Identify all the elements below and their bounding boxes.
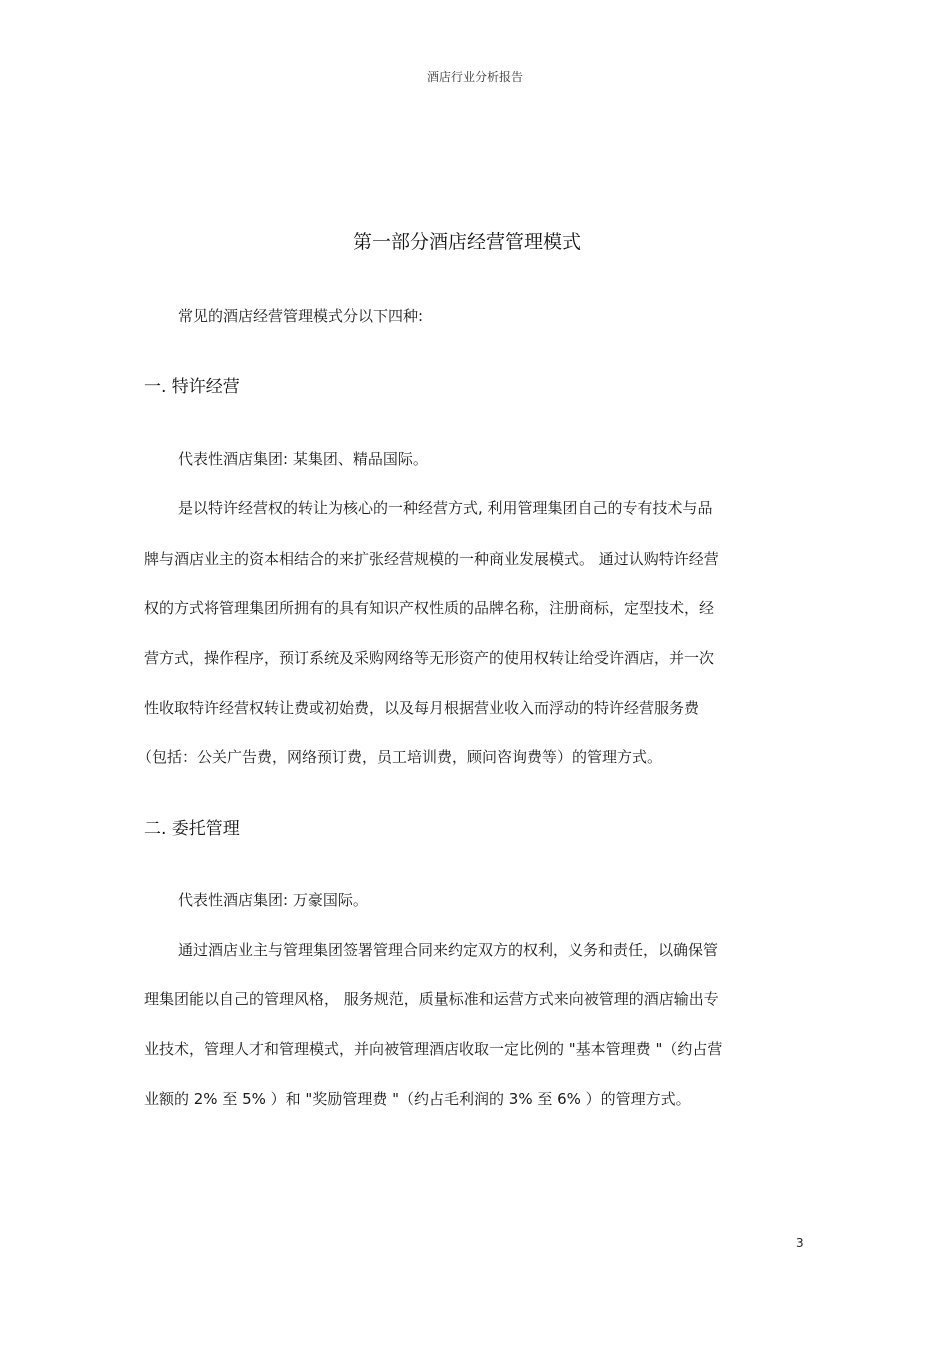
management-text-line: 业技术，管理人才和管理模式，并向被管理酒店收取一定比例的 "基本管理费 "（约占营 [144, 1040, 723, 1058]
section-heading-management-contract: 二. 委托管理 [144, 819, 240, 839]
section-heading-franchise: 一. 特许经营 [144, 377, 240, 397]
franchise-text-line: 是以特许经营权的转让为核心的一种经营方式, 利用管理集团自己的专有技术与品 [178, 499, 713, 517]
franchise-representative: 代表性酒店集团: 某集团、精品国际。 [178, 450, 428, 468]
part-title: 第一部分酒店经营管理模式 [352, 231, 581, 253]
page-number: 3 [796, 1236, 804, 1250]
franchise-text-line: 牌与酒店业主的资本相结合的来扩张经营规模的一种商业发展模式。 通过认购特许经营 [144, 550, 719, 568]
franchise-text-line: （包括：公关广告费，网络预订费，员工培训费，顾问咨询费等）的管理方式。 [137, 748, 663, 766]
management-text-line: 理集团能以自己的管理风格， 服务规范，质量标准和运营方式来向被管理的酒店输出专 [144, 990, 719, 1008]
running-header: 酒店行业分析报告 [426, 70, 523, 84]
intro-paragraph: 常见的酒店经营管理模式分以下四种: [178, 307, 424, 325]
franchise-text-line: 权的方式将管理集团所拥有的具有知识产权性质的品牌名称，注册商标，定型技术，经 [144, 599, 715, 617]
management-text-line: 业额的 2% 至 5% ）和 "奖励管理费 "（约占毛利润的 3% 至 6% ）的管理方式。 [144, 1090, 691, 1108]
management-representative: 代表性酒店集团: 万豪国际。 [178, 891, 368, 909]
franchise-text-line: 营方式，操作程序，预订系统及采购网络等无形资产的使用权转让给受许酒店，并一次 [144, 649, 715, 667]
management-text-line: 通过酒店业主与管理集团签署管理合同来约定双方的权利，义务和责任，以确保管 [178, 941, 719, 959]
franchise-text-line: 性收取特许经营权转让费或初始费，以及每月根据营业收入而浮动的特许经营服务费 [144, 699, 700, 717]
